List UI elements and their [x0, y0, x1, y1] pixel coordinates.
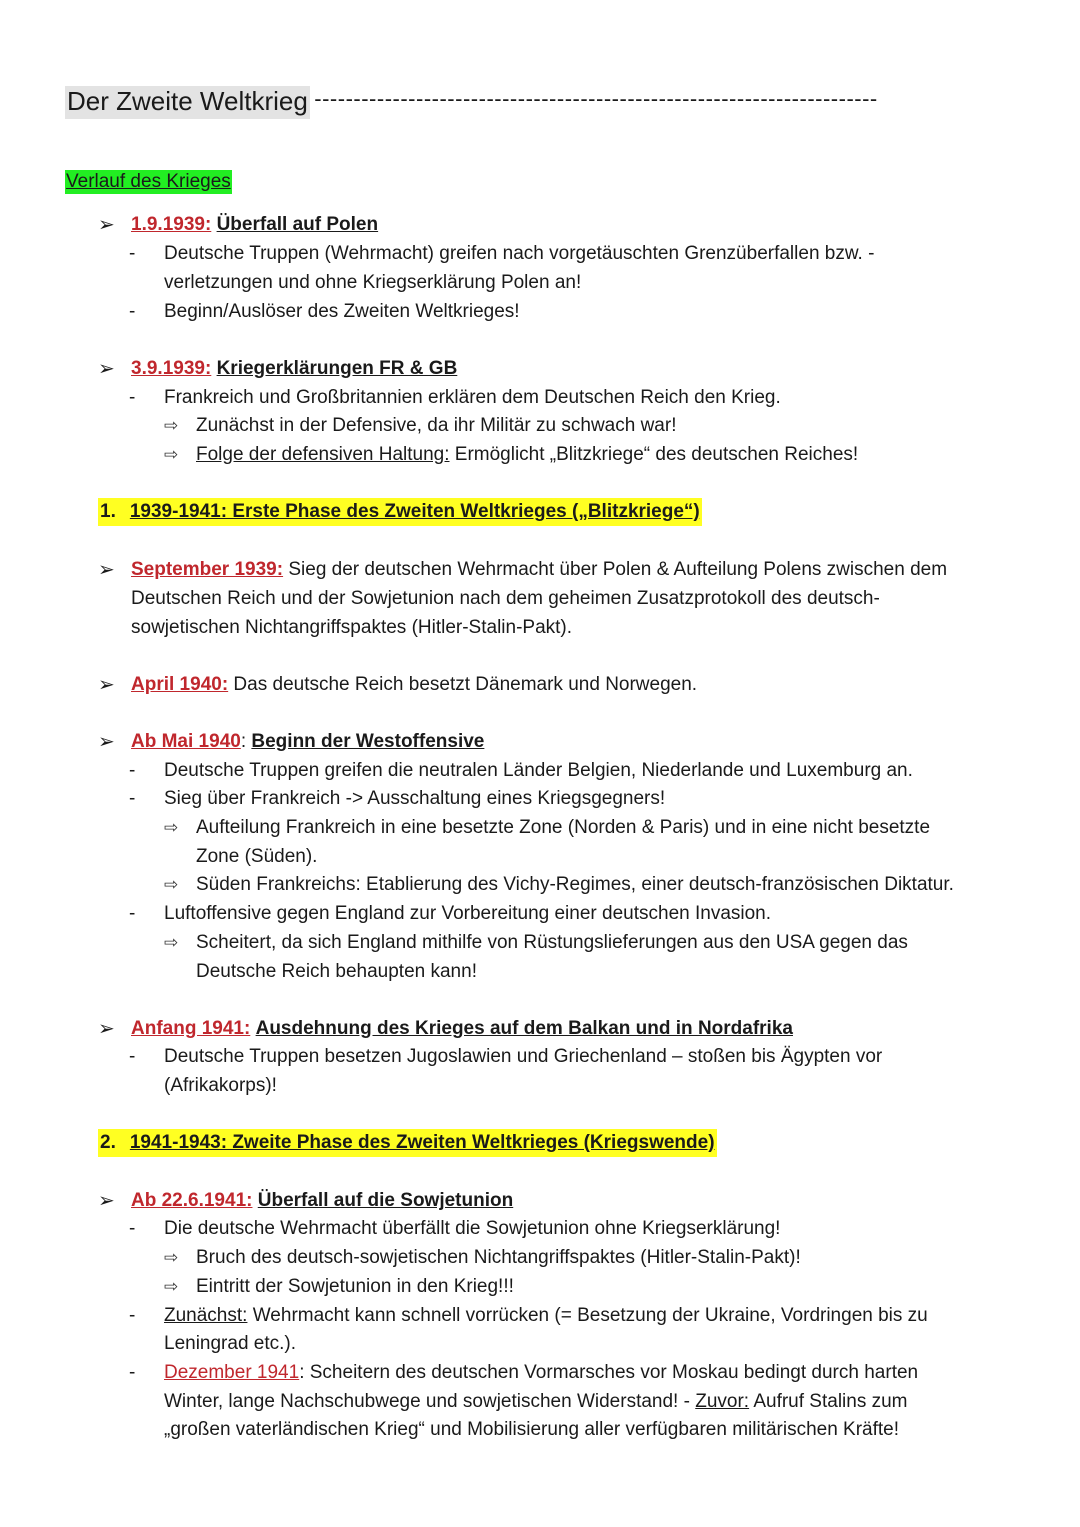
event-title: Beginn der Westoffensive — [251, 731, 485, 752]
event-heading — [131, 1015, 793, 1043]
detail-line: Deutsche Truppen greifen die neutralen Länder Belgien, Niederlande und Luxemburg an. — [164, 760, 913, 781]
arrow-right-icon: ⇨ — [164, 933, 179, 952]
detail-line — [164, 1359, 918, 1387]
arrow-right-icon: ⇨ — [164, 1277, 179, 1296]
event-date: Ab Mai 1940 — [131, 731, 241, 752]
detail-text: Winter, lange Nachschubwege und sowjetischen Widerstand! - — [164, 1391, 696, 1412]
title-row — [65, 86, 965, 126]
event-date: 1.9.1939: — [131, 214, 212, 235]
detail-line: sowjetischen Nichtangriffspaktes (Hitler-Stalin-Pakt). — [131, 617, 573, 638]
detail-line: verletzungen und ohne Kriegserklärung Polen an! — [164, 272, 582, 293]
dash-marker: - — [129, 788, 136, 809]
colon: : — [240, 731, 252, 752]
dash-marker: - — [129, 1362, 136, 1383]
event-title: Überfall auf die Sowjetunion — [257, 1190, 514, 1211]
detail-line — [164, 1388, 908, 1416]
bullet-arrow-icon: ➢ — [98, 358, 115, 380]
event-date: Dezember 1941 — [164, 1362, 300, 1383]
event-date: 3.9.1939: — [131, 358, 212, 379]
dash-marker: - — [129, 1218, 136, 1239]
detail-line: Deutsche Truppen besetzen Jugoslawien und Griechenland – stoßen bis Ägypten vor — [164, 1046, 883, 1067]
bullet-arrow-icon: ➢ — [98, 674, 115, 696]
phase-title: 1939-1941: Erste Phase des Zweiten Weltkrieges („Blitzkriege“) — [129, 501, 700, 522]
detail-line: Deutsche Reich behaupten kann! — [196, 961, 477, 982]
bullet-arrow-icon: ➢ — [98, 214, 115, 236]
arrow-right-icon: ⇨ — [164, 1248, 179, 1267]
section-heading: Verlauf des Krieges — [66, 171, 231, 192]
detail-line: Sieg über Frankreich -> Ausschaltung eines Kriegsgegners! — [164, 788, 666, 809]
event-heading — [131, 671, 697, 699]
detail-line: Aufteilung Frankreich in eine besetzte Zone (Norden & Paris) und in eine nicht besetzte — [196, 817, 931, 838]
event-date: Anfang 1941: — [131, 1018, 251, 1039]
dash-marker: - — [129, 387, 136, 408]
detail-line: Frankreich und Großbritannien erklären dem Deutschen Reich den Krieg. — [164, 387, 781, 408]
detail-line: Eintritt der Sowjetunion in den Krieg!!! — [196, 1276, 514, 1297]
underlined-phrase: Zunächst: — [164, 1305, 248, 1326]
detail-text: Wehrmacht kann schnell vorrücken (= Besetzung der Ukraine, Vordringen bis zu — [247, 1305, 928, 1326]
event-title: Ausdehnung des Krieges auf dem Balkan und in Nordafrika — [255, 1018, 793, 1039]
detail-text: : Scheitern des deutschen Vormarsches vor Moskau bedingt durch harten — [299, 1362, 919, 1383]
detail-line — [196, 441, 858, 469]
page-title: Der Zweite Weltkrieg — [65, 86, 310, 119]
phase-number: 2. — [100, 1132, 116, 1153]
event-date: Ab 22.6.1941: — [131, 1190, 253, 1211]
arrow-right-icon: ⇨ — [164, 445, 179, 464]
bullet-arrow-icon: ➢ — [98, 559, 115, 581]
arrow-right-icon: ⇨ — [164, 875, 179, 894]
event-date: September 1939: — [131, 559, 284, 580]
event-heading — [131, 556, 947, 584]
dash-marker: - — [129, 301, 136, 322]
detail-text: Sieg der deutschen Wehrmacht über Polen & Aufteilung Polens zwischen dem — [283, 559, 948, 580]
detail-line: Süden Frankreichs: Etablierung des Vichy-Regimes, einer deutsch-französischen Diktatur. — [196, 874, 954, 895]
dash-marker: - — [129, 760, 136, 781]
arrow-right-icon: ⇨ — [164, 416, 179, 435]
detail-line: Die deutsche Wehrmacht überfällt die Sowjetunion ohne Kriegserklärung! — [164, 1218, 781, 1239]
underlined-phrase: Zuvor: — [695, 1391, 750, 1412]
underlined-phrase: Folge der defensiven Haltung: — [196, 444, 450, 465]
event-title: Überfall auf Polen — [216, 214, 379, 235]
event-heading — [131, 355, 457, 383]
phase-number: 1. — [100, 501, 116, 522]
detail-line: „großen vaterländischen Krieg“ und Mobilisierung aller verfügbaren militärischen Kräfte! — [164, 1419, 900, 1440]
arrow-right-icon: ⇨ — [164, 818, 179, 837]
dash-marker: - — [129, 1305, 136, 1326]
detail-line: Bruch des deutsch-sowjetischen Nichtangriffspaktes (Hitler-Stalin-Pakt)! — [196, 1247, 801, 1268]
dash-marker: - — [129, 243, 136, 264]
bullet-arrow-icon: ➢ — [98, 1190, 115, 1212]
detail-line: Deutsche Truppen (Wehrmacht) greifen nach vorgetäuschten Grenzüberfallen bzw. - — [164, 243, 875, 264]
detail-line: Zunächst in der Defensive, da ihr Militär zu schwach war! — [196, 415, 677, 436]
detail-line: (Afrikakorps)! — [164, 1075, 277, 1096]
detail-line: Leningrad etc.). — [164, 1333, 297, 1354]
event-heading — [131, 211, 378, 239]
event-heading — [131, 1187, 513, 1215]
event-date: April 1940: — [131, 674, 229, 695]
detail-line: Beginn/Auslöser des Zweiten Weltkrieges! — [164, 301, 520, 322]
detail-line: Luftoffensive gegen England zur Vorbereitung einer deutschen Invasion. — [164, 903, 772, 924]
dash-marker: - — [129, 1046, 136, 1067]
bullet-arrow-icon: ➢ — [98, 731, 115, 753]
phase-title: 1941-1943: Zweite Phase des Zweiten Weltkrieges (Kriegswende) — [129, 1132, 715, 1153]
phase-heading — [98, 1129, 717, 1157]
event-heading — [131, 728, 484, 756]
detail-text: Aufruf Stalins zum — [749, 1391, 908, 1412]
detail-line: Zone (Süden). — [196, 846, 318, 867]
bullet-arrow-icon: ➢ — [98, 1018, 115, 1040]
detail-text: Ermöglicht „Blitzkriege“ des deutschen Reiches! — [449, 444, 859, 465]
title-dashes: ------------------------------------------------------------------------ — [314, 86, 878, 111]
detail-line: Scheitert, da sich England mithilfe von Rüstungslieferungen aus den USA gegen das — [196, 932, 908, 953]
detail-line — [164, 1302, 928, 1330]
detail-line: Deutschen Reich und der Sowjetunion nach dem geheimen Zusatzprotokoll des deutsch- — [131, 588, 880, 609]
event-title: Kriegerklärungen FR & GB — [216, 358, 458, 379]
detail-text: Das deutsche Reich besetzt Dänemark und Norwegen. — [228, 674, 698, 695]
dash-marker: - — [129, 903, 136, 924]
phase-heading — [98, 498, 702, 526]
